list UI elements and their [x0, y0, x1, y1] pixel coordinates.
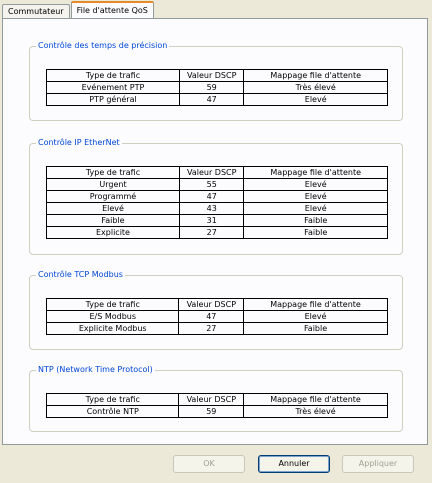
table-row [47, 203, 388, 215]
table-row [47, 227, 388, 239]
cell-dscp: 47 [179, 191, 243, 203]
group-ptp [29, 41, 403, 121]
col-header-traffic-type: Type de trafic [47, 299, 179, 311]
ntp-table [46, 393, 388, 418]
cell-queue-mapping: Elevé [244, 179, 388, 191]
cell-dscp: 55 [179, 179, 243, 191]
cell-traffic-type: Programmé [47, 191, 180, 203]
tab-strip [2, 3, 155, 18]
cell-queue-mapping: Faible [244, 227, 388, 239]
table-row [47, 179, 388, 191]
cell-traffic-type: Evénement PTP [47, 82, 180, 94]
cell-queue-mapping: Elevé [244, 94, 388, 106]
cancel-button[interactable]: Annuler [258, 455, 330, 473]
col-header-traffic-type: Type de trafic [47, 167, 180, 179]
table-row [47, 191, 388, 203]
group-title-ethernet-ip: Contrôle IP EtherNet [38, 138, 120, 147]
cell-traffic-type: Contrôle NTP [47, 406, 179, 418]
table-header-row [47, 70, 388, 82]
cell-queue-mapping: Elevé [244, 191, 388, 203]
cell-traffic-type: Explicite Modbus [47, 323, 179, 335]
ok-button[interactable]: OK [173, 455, 245, 473]
table-row [47, 311, 388, 323]
col-header-traffic-type: Type de trafic [47, 394, 179, 406]
cell-queue-mapping: Très élevé [244, 82, 388, 94]
cell-dscp: 59 [179, 406, 244, 418]
table-row [47, 94, 388, 106]
modbus-tcp-table [46, 298, 388, 335]
cell-traffic-type: E/S Modbus [47, 311, 179, 323]
apply-button[interactable]: Appliquer [342, 455, 414, 473]
cell-queue-mapping: Elevé [244, 311, 388, 323]
cell-traffic-type: Elevé [47, 203, 180, 215]
group-ntp [29, 365, 403, 432]
group-title-ptp: Contrôle des temps de précision [38, 41, 168, 50]
col-header-dscp: Valeur DSCP [179, 70, 243, 82]
table-row [47, 82, 388, 94]
cell-traffic-type: PTP général [47, 94, 180, 106]
table-row [47, 406, 388, 418]
group-title-ntp: NTP (Network Time Protocol) [38, 365, 153, 374]
col-header-queue-mapping: Mappage file d'attente [244, 167, 388, 179]
tab-qos-queue[interactable]: File d'attente QoS [71, 1, 154, 18]
cell-traffic-type: Faible [47, 215, 180, 227]
col-header-traffic-type: Type de trafic [47, 70, 180, 82]
table-row [47, 215, 388, 227]
cell-dscp: 47 [179, 94, 243, 106]
table-header-row [47, 394, 388, 406]
table-header-row [47, 167, 388, 179]
col-header-dscp: Valeur DSCP [179, 394, 244, 406]
col-header-dscp: Valeur DSCP [179, 167, 243, 179]
cell-traffic-type: Explicite [47, 227, 180, 239]
table-row [47, 323, 388, 335]
cell-dscp: 59 [179, 82, 243, 94]
table-header-row [47, 299, 388, 311]
cell-dscp: 27 [179, 227, 243, 239]
group-title-modbus-tcp: Contrôle TCP Modbus [38, 270, 123, 279]
cell-traffic-type: Urgent [47, 179, 180, 191]
col-header-queue-mapping: Mappage file d'attente [244, 70, 388, 82]
cell-dscp: 27 [179, 323, 244, 335]
col-header-queue-mapping: Mappage file d'attente [244, 394, 388, 406]
cell-dscp: 31 [179, 215, 243, 227]
cell-queue-mapping: Elevé [244, 203, 388, 215]
group-modbus-tcp [29, 270, 403, 350]
qos-tab-panel [2, 18, 428, 445]
cell-queue-mapping: Très élevé [244, 406, 388, 418]
ptp-table [46, 69, 388, 106]
col-header-queue-mapping: Mappage file d'attente [244, 299, 388, 311]
col-header-dscp: Valeur DSCP [179, 299, 244, 311]
cell-dscp: 43 [179, 203, 243, 215]
tab-commutateur[interactable]: Commutateur [2, 4, 70, 18]
group-ethernet-ip [29, 138, 403, 255]
ethernet-ip-table [46, 166, 388, 239]
cell-dscp: 47 [179, 311, 244, 323]
cell-queue-mapping: Faible [244, 215, 388, 227]
dialog-button-bar [0, 452, 432, 480]
cell-queue-mapping: Faible [244, 323, 388, 335]
